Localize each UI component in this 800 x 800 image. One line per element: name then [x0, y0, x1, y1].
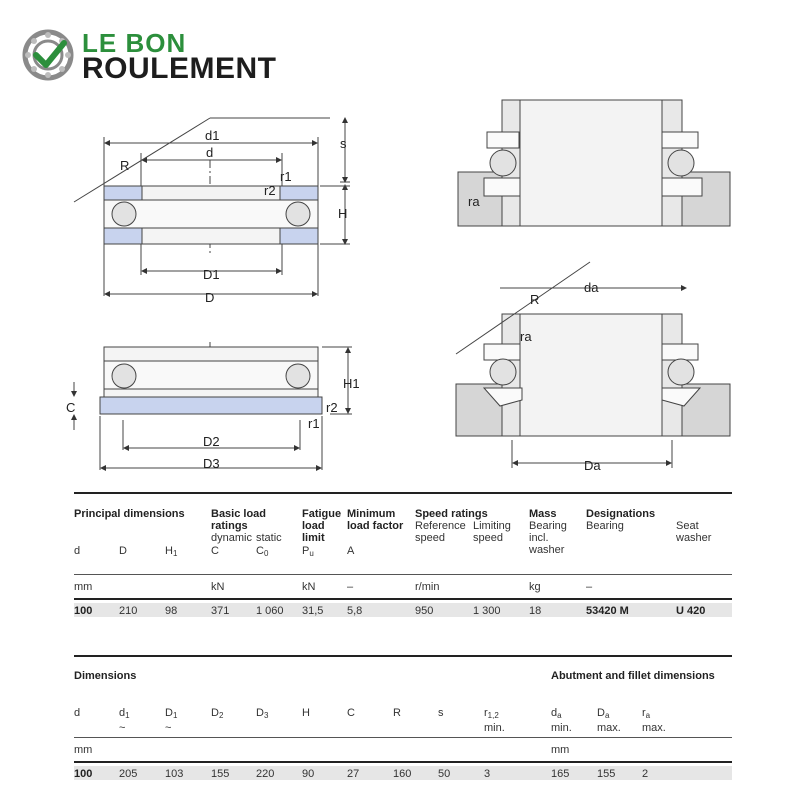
cell-ref-speed: 950	[415, 605, 434, 617]
cell-bearing: 53420 M	[586, 605, 629, 617]
drawing-mount-flat	[458, 100, 730, 226]
sym-d: d	[74, 545, 81, 557]
label-da: da	[584, 280, 599, 295]
cell-C0: 1 060	[256, 605, 284, 617]
table2-abutment-title: Abutment and fillet dimensions	[551, 670, 715, 682]
hdr-basic-load: Basic load ratings	[211, 508, 267, 532]
sym2-D1: $D_1$ ~	[165, 707, 178, 734]
table2-top-rule	[74, 655, 732, 657]
brand-line2: ROULEMENT	[82, 52, 277, 85]
unit-mm: mm	[74, 581, 93, 593]
label-C: C	[66, 400, 76, 415]
cell-seat-washer: U 420	[676, 605, 706, 617]
hdr-reference: Reference speed	[415, 520, 466, 544]
cell2-d1: 205	[119, 768, 138, 780]
cell2-d: 100	[74, 768, 93, 780]
sym2-C: C	[347, 707, 355, 719]
label-r2-seat: r2	[326, 400, 338, 415]
label-ra-top: ra	[468, 194, 480, 209]
sym2-da: $d_a$ min.	[551, 707, 572, 734]
sym-C: C	[211, 545, 219, 557]
table1-row-rule	[74, 598, 732, 600]
unit2-mm-right: mm	[551, 744, 570, 756]
table1-unit-rule	[74, 574, 732, 575]
sym-A: A	[347, 545, 355, 557]
cell-d: 100	[74, 605, 93, 617]
label-r1: r1	[280, 169, 292, 184]
sym2-Da: $D_a$ max.	[597, 707, 621, 734]
label-r1-seat: r1	[308, 416, 320, 431]
cell2-C: 27	[347, 768, 360, 780]
label-d1: d1	[205, 128, 220, 143]
brand-line1: LE BON	[82, 28, 187, 58]
label-r2: r2	[264, 183, 276, 198]
label-R-seat: R	[530, 292, 540, 307]
label-D1: D1	[203, 267, 220, 282]
sym-D: D	[119, 545, 127, 557]
label-s: s	[340, 136, 347, 151]
label-ra-seat: ra	[520, 329, 532, 344]
cell2-s: 50	[438, 768, 451, 780]
table2-unit-rule	[74, 737, 732, 738]
cell-mass: 18	[529, 605, 542, 617]
table2-row-rule	[74, 761, 732, 763]
drawing-bearing-seat	[74, 342, 352, 470]
hdr-principal: Principal dimensions	[74, 508, 185, 520]
cell-lim-speed: 1 300	[473, 605, 501, 617]
cell-A: 5,8	[347, 605, 363, 617]
cell2-D1: 103	[165, 768, 184, 780]
cell2-da: 165	[551, 768, 570, 780]
unit-dash-designation: –	[586, 581, 593, 593]
unit2-mm-left: mm	[74, 744, 93, 756]
hdr-designations: Designations	[586, 508, 656, 520]
cell2-r12: 3	[484, 768, 491, 780]
sym-C0: $C_0$	[256, 545, 269, 558]
unit-rmin: r/min	[415, 581, 440, 593]
label-R: R	[120, 158, 130, 173]
sym2-R: R	[393, 707, 401, 719]
label-H1: H1	[343, 376, 360, 391]
cell-Pu: 31,5	[302, 605, 324, 617]
cell-D: 210	[119, 605, 138, 617]
cell2-D3: 220	[256, 768, 275, 780]
label-D: D	[205, 290, 215, 305]
unit-kg: kg	[529, 581, 541, 593]
table2-dimensions-title: Dimensions	[74, 670, 137, 682]
sym-Pu: $P_u$	[302, 545, 314, 558]
hdr-min-load: Minimum load factor	[347, 508, 404, 532]
hdr-dynamic: dynamic	[211, 532, 252, 544]
hdr-fatigue: Fatigue load limit	[302, 508, 342, 544]
label-D2: D2	[203, 434, 220, 449]
hdr-speed: Speed ratings	[415, 508, 488, 520]
sym-H1: $H_1$	[165, 545, 178, 558]
cell2-R: 160	[393, 768, 412, 780]
label-d: d	[206, 145, 214, 160]
unit-dash: –	[347, 581, 354, 593]
hdr-bearing-washer: Bearing incl. washer	[529, 520, 567, 556]
hdr-limiting: Limiting speed	[473, 520, 511, 544]
cell2-H: 90	[302, 768, 315, 780]
sym2-s: s	[438, 707, 444, 719]
label-D3: D3	[203, 456, 220, 471]
hdr-bearing: Bearing	[586, 520, 624, 532]
sym2-ra: $r_a$ max.	[642, 707, 666, 734]
cell2-Da: 155	[597, 768, 616, 780]
cell2-D2: 155	[211, 768, 230, 780]
hdr-seat-washer: Seat washer	[676, 520, 712, 544]
cell2-ra: 2	[642, 768, 649, 780]
sym2-d1: $d_1$ ~	[119, 707, 130, 734]
sym2-r12: $r_{1,2}$ min.	[484, 707, 505, 734]
cell-H1: 98	[165, 605, 178, 617]
table1-top-rule	[74, 492, 732, 494]
cell-C: 371	[211, 605, 230, 617]
hdr-mass: Mass	[529, 508, 557, 520]
label-Da: Da	[584, 458, 601, 473]
label-H: H	[338, 206, 348, 221]
unit-kN-fatigue: kN	[302, 581, 316, 593]
sym2-d: d	[74, 707, 81, 719]
hdr-static: static	[256, 532, 282, 544]
sym2-D2: $D_2$	[211, 707, 224, 720]
unit-kN: kN	[211, 581, 225, 593]
sym2-D3: $D_3$	[256, 707, 269, 720]
sym2-H: H	[302, 707, 310, 719]
